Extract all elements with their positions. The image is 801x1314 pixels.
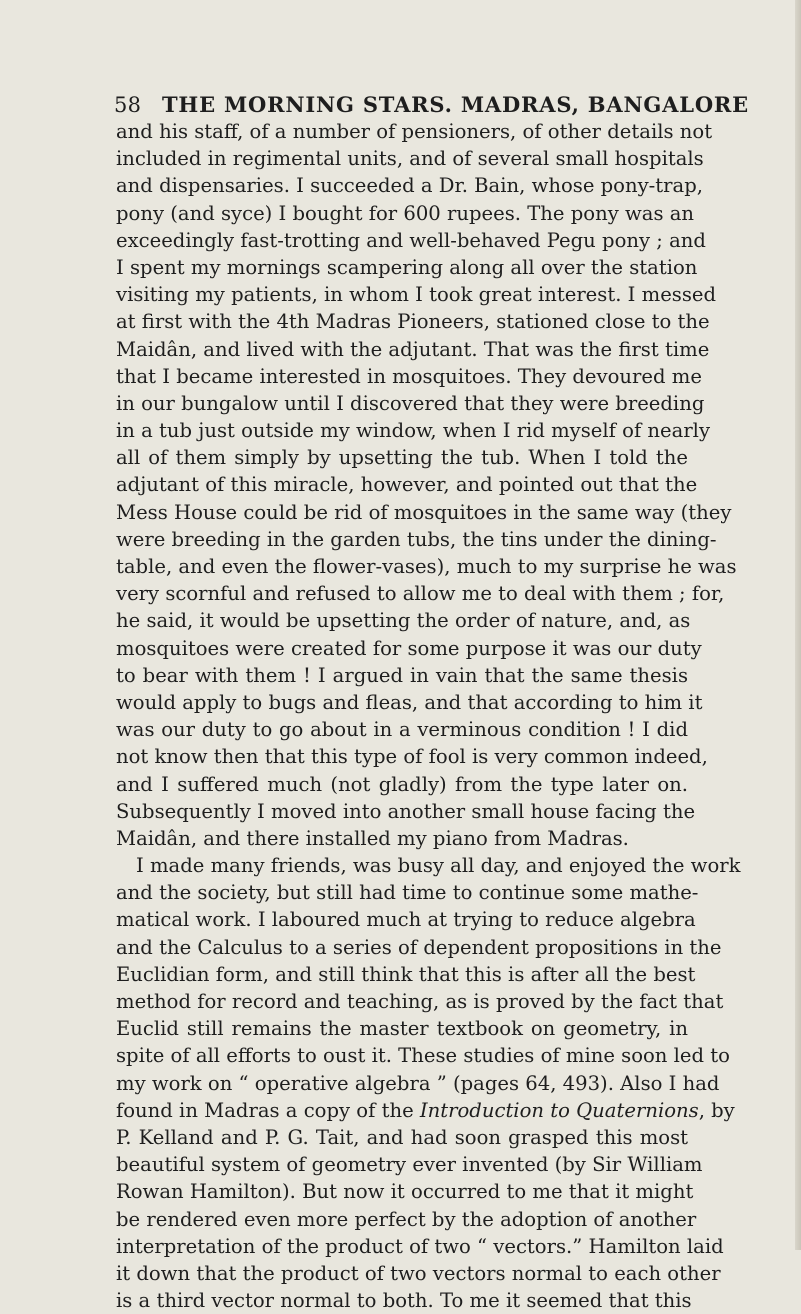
text-line: all of them simply by upsetting the tub. When I told the	[116, 446, 688, 470]
text-line: pony (and syce) I bought for 600 rupees. The pony was an	[116, 201, 695, 225]
text-line: and his staff, of a number of pensioners, of other details not	[116, 120, 713, 143]
text-line: interpretation of the product of two “ vectors.” Hamilton laid	[116, 1234, 724, 1258]
text-line: Mess House could be rid of mosquitoes in the same way (they	[116, 500, 732, 524]
text-line: would apply to bugs and fleas, and that according to him it	[116, 690, 703, 714]
text-line: beautiful system of geometry ever invented (by Sir William	[116, 1153, 703, 1177]
text-segment: found in Madras a copy of the	[116, 1098, 420, 1122]
text-line: in our bungalow until I discovered that they were breeding	[116, 391, 705, 415]
text-line: exceedingly fast-trotting and well-behaved Pegu pony ; and	[116, 228, 706, 252]
text-line: very scornful and refused to allow me to deal with them ; for,	[116, 582, 725, 606]
text-line: Maidân, and there installed my piano from Madras.	[116, 826, 629, 850]
text-line: Rowan Hamilton). But now it occurred to me that it might	[116, 1180, 694, 1204]
text-line: spite of all efforts to oust it. These studies of mine soon led to	[116, 1044, 730, 1068]
text-line: and dispensaries. I succeeded a Dr. Bain, whose pony-trap,	[116, 174, 703, 198]
text-line: mosquitoes were created for some purpose it was our duty	[116, 636, 702, 660]
running-header	[114, 92, 749, 117]
running-title: THE MORNING STARS. MADRAS, BANGALORE	[162, 92, 749, 117]
text-line: I spent my mornings scampering along all over the station	[116, 255, 698, 279]
text-line: in a tub just outside my window, when I rid myself of nearly	[116, 419, 711, 443]
body-text	[116, 118, 741, 1314]
text-line: method for record and teaching, as is proved by the fact that	[116, 990, 724, 1013]
text-line: is a third vector normal to both. To me it seemed that this	[116, 1289, 692, 1313]
text-line: at first with the 4th Madras Pioneers, stationed close to the	[116, 310, 710, 334]
text-line: Maidân, and lived with the adjutant. That was the first time	[116, 337, 710, 361]
text-line: he said, it would be upsetting the order of nature, and, as	[116, 609, 691, 633]
page-number: 58	[114, 93, 142, 117]
text-line: and the Calculus to a series of dependent propositions in the	[116, 935, 722, 959]
text-line	[116, 1097, 735, 1124]
text-line: and the society, but still had time to continue some mathe-	[116, 881, 699, 905]
text-line: to bear with them ! I argued in vain that the same thesis	[116, 663, 688, 687]
text-line: visiting my patients, in whom I took great interest. I messed	[116, 283, 717, 307]
text-line: matical work. I laboured much at trying to reduce algebra	[116, 908, 696, 932]
text-line: were breeding in the garden tubs, the tins under the dining-	[116, 527, 717, 551]
text-line: table, and even the flower-vases), much to my surprise he was	[116, 555, 737, 578]
text-line: not know then that this type of fool is very common indeed,	[116, 745, 708, 769]
book-title-italic: Introduction to Quaternions	[419, 1098, 699, 1122]
text-line: included in regimental units, and of several small hospitals	[116, 147, 704, 171]
text-segment: , by	[698, 1098, 735, 1122]
page-edge	[795, 0, 801, 1250]
text-line: be rendered even more perfect by the adoption of another	[116, 1207, 697, 1231]
text-line: Euclidian form, and still think that this is after all the best	[116, 962, 696, 986]
text-line: adjutant of this miracle, however, and pointed out that the	[116, 473, 698, 497]
text-line: that I became interested in mosquitoes. They devoured me	[116, 364, 702, 388]
text-line: I made many friends, was busy all day, and enjoyed the work	[136, 854, 741, 878]
text-line: and I suffered much (not gladly) from the type later on.	[116, 772, 688, 796]
text-line: Subsequently I moved into another small house facing the	[116, 799, 696, 823]
text-line: my work on “ operative algebra ” (pages 64, 493). Also I had	[116, 1071, 720, 1095]
text-line: was our duty to go about in a verminous condition ! I did	[116, 718, 688, 742]
text-line: Euclid still remains the master textbook on geometry, in	[116, 1017, 688, 1041]
text-line: it down that the product of two vectors normal to each other	[116, 1261, 721, 1285]
text-line: P. Kelland and P. G. Tait, and had soon grasped this most	[116, 1125, 688, 1149]
